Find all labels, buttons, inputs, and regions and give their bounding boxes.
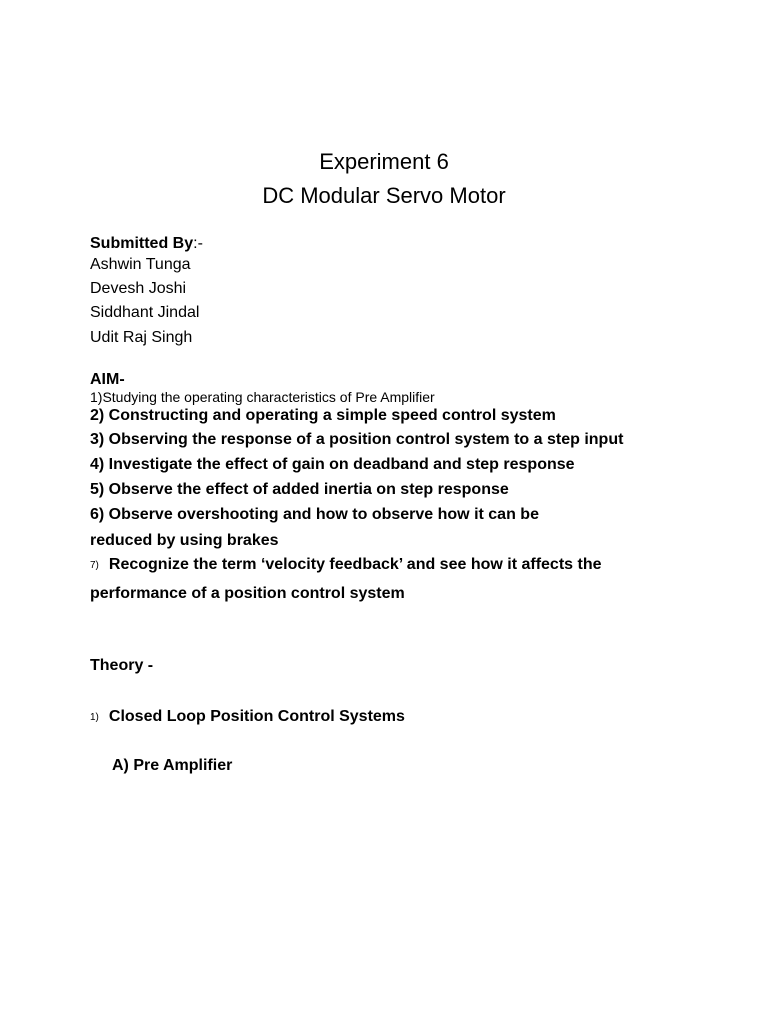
submitted-by-suffix: :- bbox=[193, 235, 203, 252]
document-title: Experiment 6 bbox=[319, 149, 449, 174]
aim-item-7-text: Recognize the term ‘velocity feedback’ and see how it affects the bbox=[108, 556, 602, 573]
document-subtitle: DC Modular Servo Motor bbox=[262, 183, 506, 208]
aim-item-4: 4) Investigate the effect of gain on deadband and step response bbox=[90, 456, 575, 473]
theory-section-1-title: Closed Loop Position Control Systems bbox=[108, 708, 405, 725]
aim-item-7-line-2: performance of a position control system bbox=[90, 585, 405, 602]
submitted-by-heading bbox=[90, 234, 203, 254]
theory-heading: Theory - bbox=[90, 657, 154, 674]
aim-item-7-number: 7) bbox=[90, 560, 99, 571]
author-name: Devesh Joshi bbox=[90, 280, 187, 297]
aim-item-3: 3) Observing the response of a position control system to a step input bbox=[90, 431, 624, 448]
theory-subsection-a: A) Pre Amplifier bbox=[112, 757, 233, 774]
aim-item-6-line-2: reduced by using brakes bbox=[90, 532, 279, 549]
aim-item-6-line-1: 6) Observe overshooting and how to observe how it can be bbox=[90, 506, 539, 523]
aim-item-7-line-1 bbox=[90, 555, 602, 577]
aim-item-5: 5) Observe the effect of added inertia on step response bbox=[90, 481, 509, 498]
author-name: Siddhant Jindal bbox=[90, 304, 200, 321]
aim-heading: AIM- bbox=[90, 371, 125, 388]
aim-item-1: 1)Studying the operating characteristics of Pre Amplifier bbox=[90, 389, 435, 405]
author-name: Udit Raj Singh bbox=[90, 329, 193, 346]
author-name: Ashwin Tunga bbox=[90, 256, 191, 273]
submitted-by-label: Submitted By bbox=[90, 235, 194, 252]
theory-section-1 bbox=[90, 707, 405, 729]
theory-section-1-number: 1) bbox=[90, 712, 99, 723]
aim-item-2: 2) Constructing and operating a simple speed control system bbox=[90, 407, 556, 424]
